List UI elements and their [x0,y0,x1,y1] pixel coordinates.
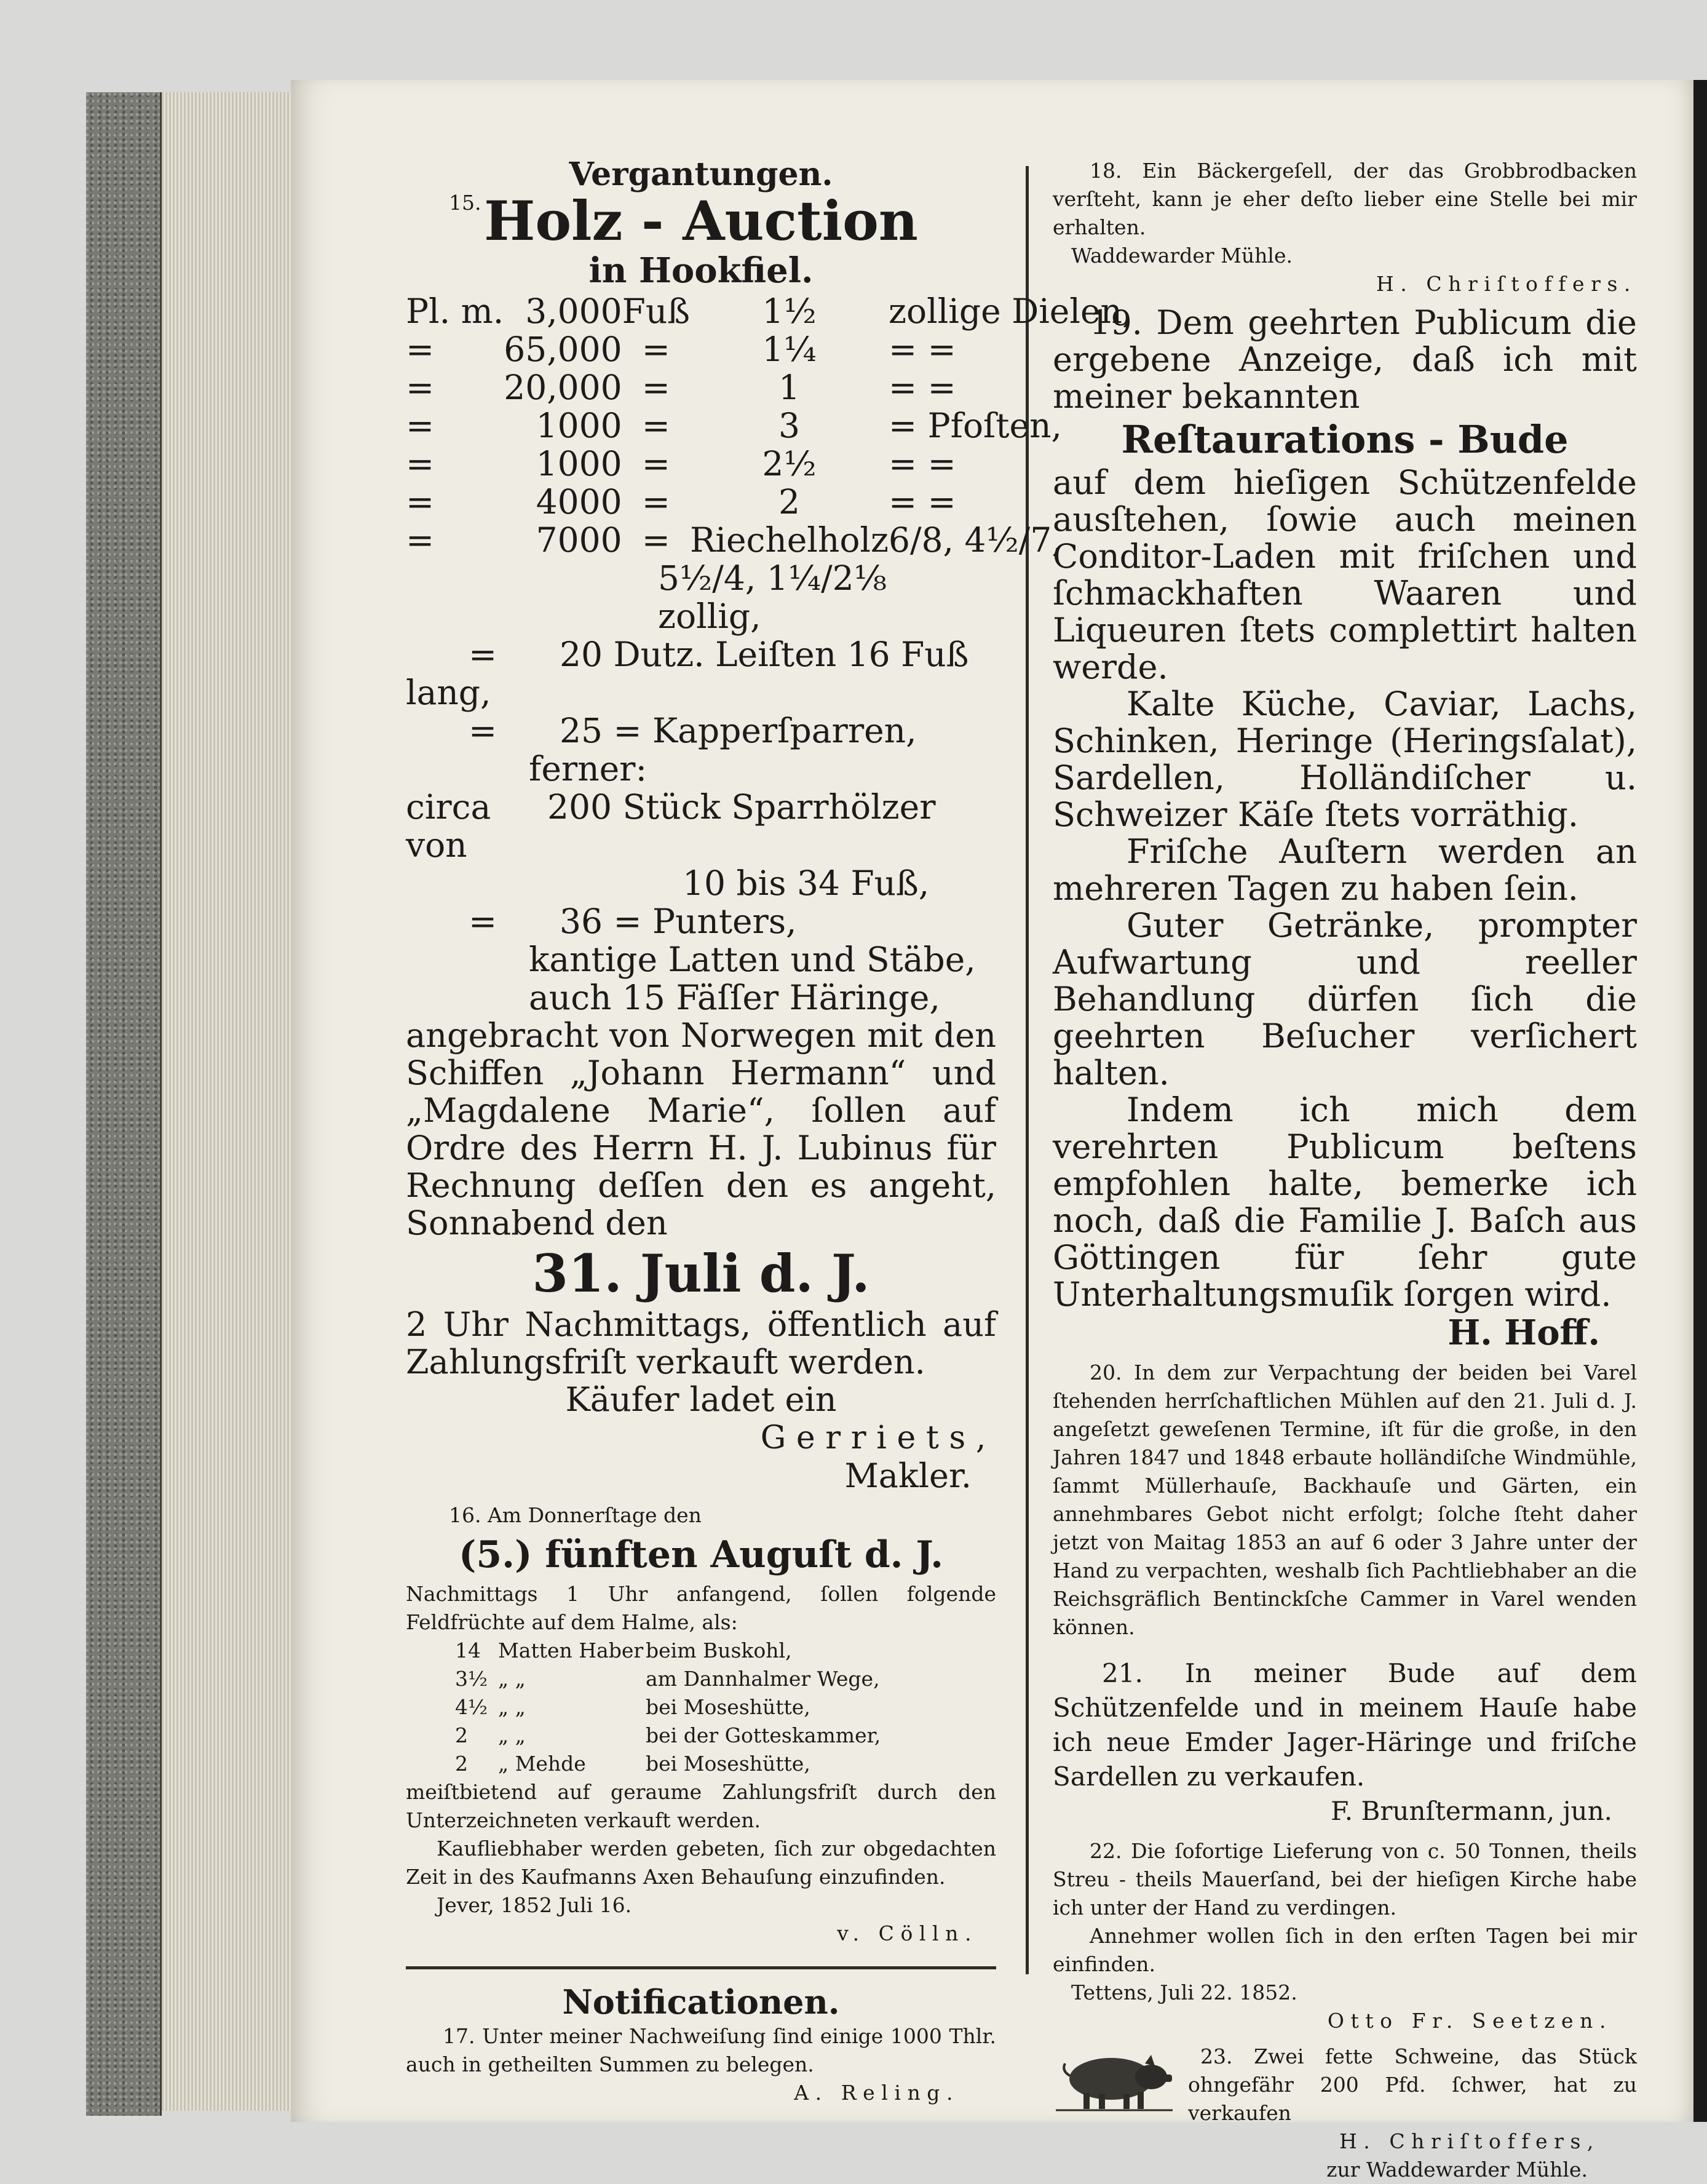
timber-item-description: = = [889,444,956,483]
notice-23-sign: H. Chriſtoffers, [1339,2129,1600,2153]
ferner: ferner: [529,749,647,788]
notice-19-p5: Indem ich mich dem verehrten Publicum beſtens empfohlen halte, bemerke ich noch, daß die Familie J. Baſch aus Göttingen für ſehr gute Unterhaltungsmuſik ſorgen wird. [1053,1090,1637,1314]
crop-place: am Dannhalmer Wege, [646,1667,880,1691]
circa: circa [406,787,491,827]
crop-quantity: 14 [455,1638,481,1662]
timber-item-description: = = [889,368,956,407]
notice-19-lead: 19. Dem geehrten Publicum die ergebene Anzeige, daß ich mit meiner bekannten [1053,303,1637,416]
timber-list [406,292,1133,559]
timber-kapper: 25 = Kapperſparren, [560,711,917,750]
timber-item-row [406,445,1133,483]
signature-gerriets: Gerriets, [760,1420,996,1456]
crop-list [455,1637,881,1778]
crop-kind: „ „ [498,1695,526,1719]
timber-item-row [406,292,1133,330]
timber-item-row [406,330,1133,368]
notice-19-body: auf dem hieſigen Schützenfelde ausſtehen, ſowie auch meinen Conditor-Laden mit friſchen und ſchmackhaften Waaren und Liqueuren ſtets complettirt halten werde. [1053,463,1637,686]
timber-leisten-row [406,635,996,712]
timber-item-measure: = [641,444,670,483]
timber-item-thickness: 1½ [762,292,817,331]
crop-row [455,1693,881,1721]
auction-body: angebracht von Norwegen mit den Schiffen „Johann Hermann“ und „Magdalene Marie“, ſollen auf Ordre des Herrn H. J. Lubinus für Rechnung deſſen den es angeht, Sonnabend den [406,1016,996,1242]
timber-item-unit: Pl. m. [406,292,504,331]
crop-row [455,1665,881,1693]
timber-item-thickness: 1¼ [762,330,817,369]
punters-row [406,902,996,940]
notice-22: 22. Die ſofortige Lieferung von c. 50 Tonnen, theils Streu - theils Mauerſand, bei der hieſigen Kirche habe ich unter der Hand zu verdingen. [1053,1839,1637,1920]
section-rule [406,1966,996,1969]
timber-item-description: = = [889,482,956,522]
crop-row [455,1750,881,1778]
notice-19-p3: Friſche Auſtern werden an mehreren Tagen zu haben ſein. [1053,832,1637,908]
book-cover-edge [86,92,162,2116]
faesser: auch 15 Fäſſer Häringe, [529,978,940,1017]
right-column [1053,157,1637,2184]
auction-title: Holz - Auction [484,189,918,253]
circa-row [406,788,996,864]
sparrhoelzer-cont: 10 bis 34 Fuß, [683,864,930,903]
right-border [1693,80,1707,2122]
notice-22-b: Annehmer wollen ſich in den erſten Tagen bei mir einfinden. [1053,1924,1637,1976]
notice-17-sign: A. Reling. [794,2081,959,2105]
notice-16-sign: v. Cölln. [837,1921,978,1945]
timber-kapper-row [406,712,996,750]
timber-item-measure: = [641,330,670,369]
notice-23-place: zur Waddewarder Mühle. [1326,2158,1588,2182]
notice-18-place: Waddewarder Mühle. [1071,244,1293,268]
timber-item-unit: = [406,444,435,483]
crop-kind: „ „ [498,1723,526,1747]
crop-quantity: 2 [455,1752,468,1776]
crop-quantity: 4½ [455,1695,488,1719]
notice-20: 20. In dem zur Verpachtung der beiden bei Varel ſtehenden herrſchaftlichen Mühlen auf den 21. Juli d. J. angeſetzt geweſenen Termine, iſt für die große, in den Jahren 1847 und 1848 erbaute holländiſche Windmühle, ſammt Müllerhauſe, Backhauſe und Gärten, ein annehmbares Gebot nicht erfolgt; ſolche ſteht daher jetzt von Maitag 1853 an auf 6 oder 3 Jahre unter der Hand zu verpachten, weshalb ſich Pachtliebhaber an die Reichsgräflich Bentinckſche Cammer in Varel wenden können. [1053,1360,1637,1639]
timber-item-measure: = [641,406,670,445]
punters: 36 = Punters, [560,902,797,941]
timber-item-description: = Pfoſten, [889,406,1062,445]
crop-quantity: 3½ [455,1667,488,1691]
timber-item-unit: = [406,330,435,369]
pig-illustration [1053,2045,1176,2113]
notice-16-after: meiſtbietend auf geraume Zahlungsfriſt durch den Unterzeichneten verkauft werden. [406,1780,996,1832]
timber-item-quantity: 4000 [536,482,622,522]
notice-22-place: Tettens, Juli 22. 1852. [1071,1980,1297,2004]
timber-item-thickness: Riechelholz [689,520,889,560]
timber-item-unit: = [406,520,435,560]
timber-item-thickness: 1 [778,368,800,407]
timber-item-quantity: 1000 [536,406,622,445]
notice-19-title: Reſtaurations - Bude [1121,417,1569,462]
crop-row [455,1721,881,1750]
signature-makler: Makler. [844,1456,972,1495]
sparrhoelzer: 200 Stück Sparrhölzer von [406,787,936,865]
ditto-mark: = [468,902,497,941]
notice-18-sign: H. Chriſtoffers. [1376,272,1637,296]
timber-item-measure: Fuß [622,292,690,331]
timber-item-measure: = [641,482,670,522]
timber-item-row [406,483,1133,521]
crop-kind: „ „ [498,1667,526,1691]
ditto-mark: = [468,635,497,674]
timber-item-description: 6/8, 4½/7, [889,520,1063,560]
timber-item-measure: = [641,520,670,560]
notice-number-15: 15. [449,191,481,215]
timber-item-description: zollige Dielen, [889,292,1133,331]
notice-21: 21. In meiner Bude auf dem Schützenfelde und in meinem Hauſe habe ich neue Emder Jager-Häringe und friſche Sardellen zu verkaufen. [1053,1658,1637,1792]
timber-item-quantity: 3,000 [525,292,622,331]
notice-22-sign: Otto Fr. Seetzen. [1327,2009,1612,2033]
timber-item-measure: = [641,368,670,407]
timber-item-quantity: 20,000 [504,368,622,407]
timber-item-thickness: 2½ [762,444,817,483]
notice-19-sign: H. Hoff. [1448,1312,1600,1353]
notice-16-intro: 16. Am Donnerſtage den [449,1503,702,1527]
timber-item-quantity: 7000 [536,520,622,560]
notice-19-p2: Kalte Küche, Caviar, Lachs, Schinken, Heringe (Heringsſalat), Sardellen, Holländiſcher u. Schweizer Käſe ſtets vorräthig. [1053,685,1637,834]
notice-16-place: Jever, 1852 Juli 16. [437,1893,632,1917]
notice-18: 18. Ein Bäckergeſell, der das Grobbrodbacken verſteht, kann je eher deſto lieber eine Stelle bei mir erhalten. [1053,159,1637,239]
page-edges [162,92,292,2111]
notice-21-sign: F. Brunſtermann, jun. [1331,1796,1612,1826]
notice-17: 17. Unter meiner Nachweiſung ſind einige 1000 Thlr. auch in getheilten Summen zu belegen. [406,2024,996,2076]
timber-item-thickness: 2 [778,482,800,522]
latten: kantige Latten und Stäbe, [529,940,976,979]
timber-item-quantity: 65,000 [504,330,622,369]
crop-place: bei Moseshütte, [646,1695,810,1719]
timber-item-quantity: 1000 [536,444,622,483]
timber-item-row [406,368,1133,407]
kaeufer-line: Käufer ladet ein [565,1380,837,1419]
auction-place: in Hookfiel. [588,250,814,291]
timber-item-row [406,521,1133,559]
section-heading-notificationen: Notificationen. [562,1982,840,2022]
crop-row [455,1637,881,1665]
crop-place: beim Buskohl, [646,1638,792,1662]
auction-body-2: 2 Uhr Nachmittags, öffentlich auf Zahlungsfriſt verkauft werden. [406,1305,996,1381]
timber-item-unit: = [406,482,435,522]
timber-item-thickness: 3 [778,406,800,445]
notice-19-p4: Guter Getränke, prompter Aufwartung und reeller Behandlung dürfen ſich die geehrten Beſucher verſichert halten. [1053,906,1637,1092]
notice-23-text: 23. Zwei fette Schweine, das Stück ohngefähr 200 Pfd. ſchwer, hat zu verkaufen [1188,2044,1637,2125]
timber-item-unit: = [406,368,435,407]
notice-16-kauf: Kaufliebhaber werden gebeten, ſich zur obgedachten Zeit in des Kaufmanns Axen Behauſung einzufinden. [406,1837,996,1889]
timber-leisten: 20 Dutz. Leiſten 16 Fuß lang, [406,635,969,712]
crop-quantity: 2 [455,1723,468,1747]
crop-place: bei Moseshütte, [646,1752,810,1776]
timber-item-unit: = [406,406,435,445]
notice-16-date: (5.) fünften Auguſt d. J. [458,1533,944,1576]
timber-item-row [406,407,1133,445]
notice-16-text: Nachmittags 1 Uhr anfangend, ſollen folgende Feldfrüchte auf dem Halme, als: [406,1582,996,1634]
auction-date: 31. Juli d. J. [532,1243,870,1304]
crop-kind: Matten Haber [498,1638,644,1662]
section-heading-vergantungen: Vergantungen. [569,156,833,193]
ditto-mark: = [468,711,497,750]
notice-23 [1053,2043,1637,2184]
crop-place: bei der Gotteskammer, [646,1723,881,1747]
timber-item-description: = = [889,330,956,369]
timber-zollig: 5½/4, 1¼/2⅛ zollig, [658,558,887,636]
crop-kind: „ Mehde [498,1752,586,1776]
left-column [406,156,1133,2107]
